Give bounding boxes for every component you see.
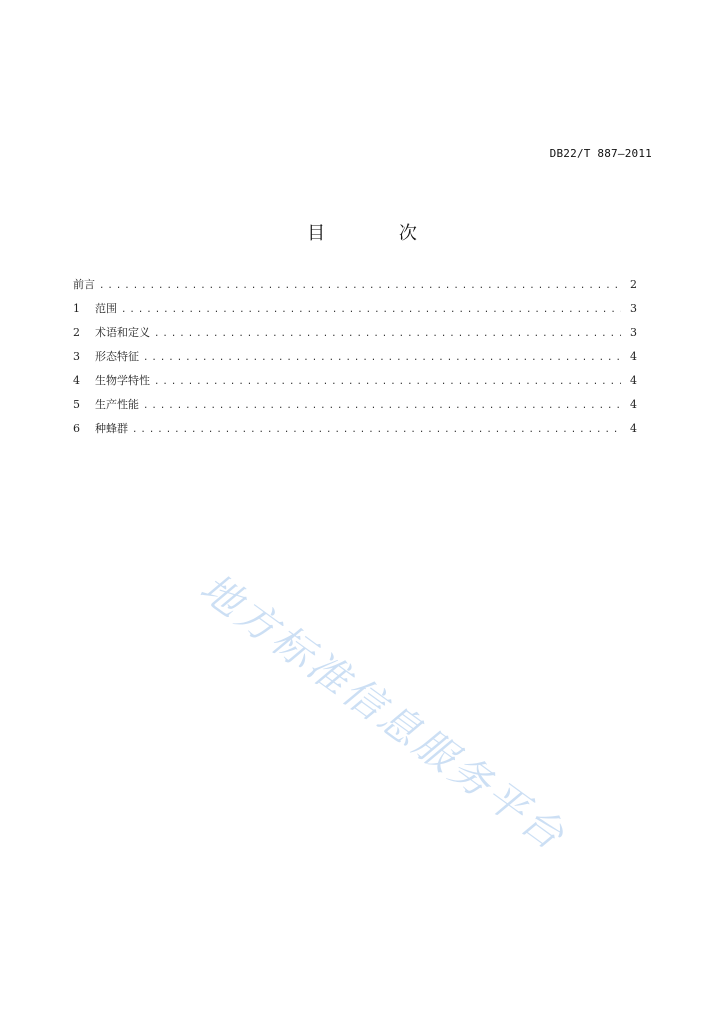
toc-entry-page: 4 bbox=[630, 398, 637, 411]
toc-dot-leader bbox=[154, 377, 621, 387]
toc-entry-label: 生产性能 bbox=[95, 398, 139, 411]
toc-entry-number: 5 bbox=[73, 398, 80, 411]
toc-entry-colony[interactable] bbox=[73, 420, 637, 444]
toc-entry-page: 4 bbox=[630, 374, 637, 387]
toc-entry-label: 形态特征 bbox=[95, 350, 139, 363]
toc-entry-page: 2 bbox=[630, 278, 637, 291]
toc-entry-number: 3 bbox=[73, 350, 80, 363]
toc-entry-number: 6 bbox=[73, 422, 80, 435]
toc-entry-page: 4 bbox=[630, 350, 637, 363]
document-code: DB22/T 887—2011 bbox=[549, 147, 652, 160]
toc-entry-page: 3 bbox=[630, 302, 637, 315]
toc-dot-leader bbox=[143, 401, 621, 411]
toc-dot-leader bbox=[121, 305, 621, 315]
toc-entry-foreword[interactable] bbox=[73, 276, 637, 300]
toc-title: 目 次 bbox=[307, 223, 451, 244]
toc-entry-biology[interactable] bbox=[73, 372, 637, 396]
toc-entry-number: 4 bbox=[73, 374, 80, 387]
toc-dot-leader bbox=[143, 353, 621, 363]
toc-dot-leader bbox=[154, 329, 621, 339]
toc-dot-leader bbox=[132, 425, 621, 435]
watermark: 地方标准信息服务平台 bbox=[191, 564, 575, 861]
toc-dot-leader bbox=[99, 281, 621, 291]
toc-entry-number: 2 bbox=[73, 326, 80, 339]
toc-entry-label: 术语和定义 bbox=[95, 326, 150, 339]
toc-entry-label: 范围 bbox=[95, 302, 117, 315]
toc-entry-morphology[interactable] bbox=[73, 348, 637, 372]
toc-entry-label: 种蜂群 bbox=[95, 422, 128, 435]
toc-entry-page: 4 bbox=[630, 422, 637, 435]
toc-entry-scope[interactable] bbox=[73, 300, 637, 324]
toc-entry-terms[interactable] bbox=[73, 324, 637, 348]
toc-list bbox=[73, 276, 637, 444]
toc-entry-production[interactable] bbox=[73, 396, 637, 420]
toc-entry-label: 生物学特性 bbox=[95, 374, 150, 387]
toc-entry-page: 3 bbox=[630, 326, 637, 339]
toc-entry-number: 1 bbox=[73, 302, 80, 315]
toc-entry-label: 前言 bbox=[73, 278, 95, 291]
